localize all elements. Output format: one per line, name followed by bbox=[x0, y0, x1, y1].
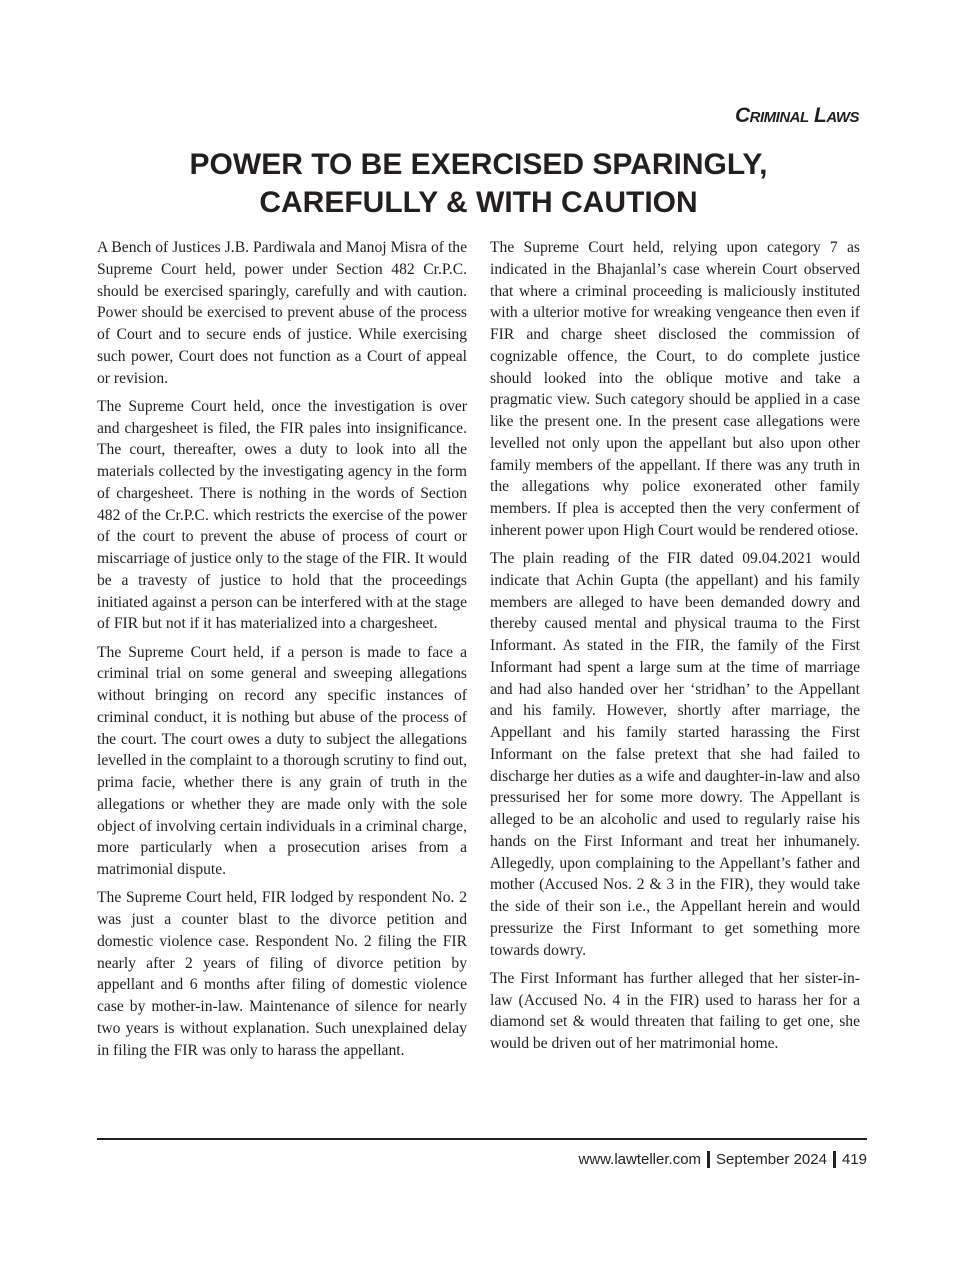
paragraph: The plain reading of the FIR dated 09.04.2021 would indicate that Achin Gupta (the appellant) and his family members are alleged to have been demanded dowry and thereby caused mental and physical trauma to the First Informant. As stated in the FIR, the family of the First Informant had spent a large sum at the time of marriage and had also handed over her ‘stridhan’ to the Appellant and his family. However, shortly after marriage, the Appellant and his family started harassing the First Informant on the false pretext that she had failed to discharge her duties as a wife and daughter-in-law and also pressurised her for some more dowry. The Appellant is alleged to be an alcoholic and used to regularly raise his hands on the First Informant and treat her inhumanely. Allegedly, upon complaining to the Appellant’s father and mother (Accused Nos. 2 & 3 in the FIR), they would take the side of their son i.e., the Appellant herein and would pressurize the First Informant to get something more towards dowry. bbox=[490, 550, 860, 959]
paragraph: The Supreme Court held, if a person is made to face a criminal trial on some general and sweeping allegations without bringing on record any specific instances of criminal conduct, it is nothing but abuse of the process of the court. The court owes a duty to subject the allegations levelled in the complaint to a thorough scrutiny to find out, prima facie, whether there is any grain of truth in the allegations or whether they are made only with the sole object of involving certain individuals in a criminal charge, more particularly when a prosecution arises from a matrimonial dispute. bbox=[97, 643, 467, 878]
page-footer bbox=[579, 1151, 868, 1168]
title-line-2: CAREFULLY & WITH CAUTION bbox=[259, 186, 698, 219]
left-column bbox=[97, 237, 467, 1068]
separator bbox=[833, 1151, 836, 1168]
page-number: 419 bbox=[841, 1151, 867, 1168]
footer-divider bbox=[97, 1138, 867, 1140]
footer-issue: September 2024 bbox=[716, 1151, 827, 1168]
right-column bbox=[490, 237, 860, 1061]
paragraph: The Supreme Court held, once the investigation is over and chargesheet is filed, the FIR pales into insignificance. The court, thereafter, owes a duty to look into all the materials collected by the investigating agency in the form of chargesheet. There is nothing in the words of Section 482 of the Cr.P.C. which restricts the exercise of the power of the court to prevent the abuse of process of court or miscarriage of justice only to the stage of the FIR. It would be a travesty of justice to hold that the proceedings initiated against a person can be interfered with at the stage of FIR but not if it has materialized into a chargesheet. bbox=[97, 397, 467, 633]
footer-website: www.lawteller.com bbox=[578, 1151, 702, 1168]
section-header: Criminal Laws bbox=[735, 104, 859, 127]
paragraph: The Supreme Court held, relying upon category 7 as indicated in the Bhajanlal’s case wherein Court observed that where a criminal proceeding is maliciously instituted with a ulterior motive for wreaking vengeance then even if FIR and charge sheet disclosed the commission of cognizable offence, the Court, to do complete justice should looked into the oblique motive and take a pragmatic view. Such category should be applied in a case like the present one. In the present case allegations were levelled not only upon the appellant but also upon other family members of the appellant. If there was any truth in the allegations why police exonerated other family members. If plea is accepted then the very conferment of inherent power upon High Court would be rendered otiose. bbox=[490, 239, 860, 539]
paragraph: A Bench of Justices J.B. Pardiwala and Manoj Misra of the Supreme Court held, power under Section 482 Cr.P.C. should be exercised sparingly, carefully and with caution. Power should be exercised to prevent abuse of the process of Court and to secure ends of justice. While exercising such power, Court does not function as a Court of appeal or revision. bbox=[97, 239, 467, 387]
paragraph: The Supreme Court held, FIR lodged by respondent No. 2 was just a counter blast to the divorce petition and domestic violence case. Respondent No. 2 filing the FIR nearly after 2 years of filing of divorce petition by appellant and 6 months after filing of domestic violence case by mother-in-law. Maintenance of silence for nearly two years is without explanation. Such unexplained delay in filing the FIR was only to harass the appellant. bbox=[97, 889, 467, 1059]
article-title bbox=[97, 146, 860, 222]
separator bbox=[707, 1151, 710, 1168]
paragraph: The First Informant has further alleged that her sister-in-law (Accused No. 4 in the FIR) used to harass her for a diamond set & would threaten that failing to get one, she would be driven out of her matrimonial home. bbox=[490, 969, 860, 1052]
title-line-1: POWER TO BE EXERCISED SPARINGLY, bbox=[189, 148, 768, 181]
